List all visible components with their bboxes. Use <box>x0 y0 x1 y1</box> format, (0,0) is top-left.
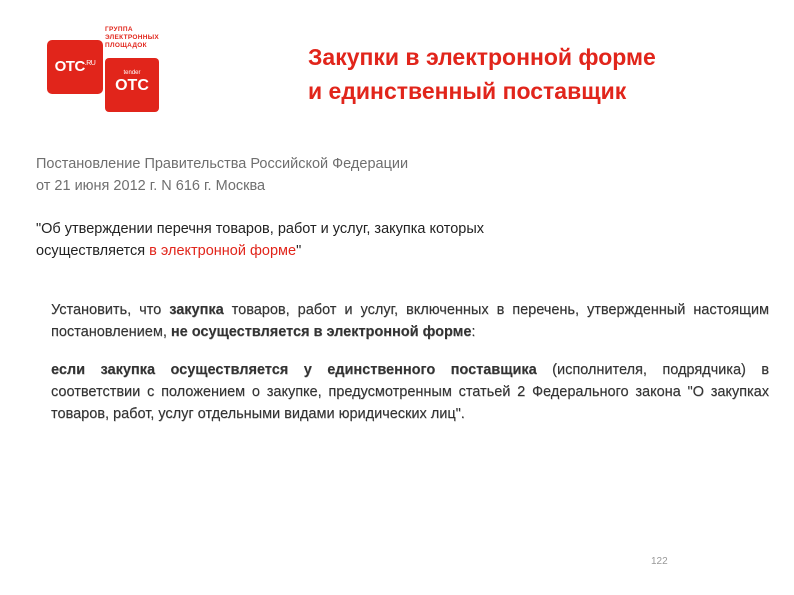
logo-main-text: OTC <box>54 58 85 75</box>
company-logo <box>47 26 177 116</box>
decree-line-1: Постановление Правительства Российской Федерации <box>36 156 409 172</box>
title-line-1: Закупки в электронной форме <box>308 44 656 70</box>
paragraph-1-bold: не осуществляется в электронной форме <box>170 324 472 340</box>
paragraph-1-text: Установить, что <box>51 302 170 318</box>
decree-name-line-1: "Об утверждении перечня товаров, работ и услуг, закупка которых <box>36 221 485 237</box>
decree-name <box>36 218 616 262</box>
paragraph-1-bold: закупка <box>169 302 224 318</box>
paragraph-2 <box>51 359 769 425</box>
logo-group-caption <box>105 26 185 50</box>
tender-otc-logo <box>105 58 159 112</box>
page-number: 122 <box>651 556 668 567</box>
decree-line-2: от 21 июня 2012 г. N 616 г. Москва <box>36 178 266 194</box>
decree-reference <box>36 153 596 197</box>
logo-tender-small: tender <box>123 70 141 76</box>
page-title <box>308 40 778 108</box>
paragraph-1-text: : <box>471 324 476 340</box>
decree-name-highlight: в электронной форме <box>149 243 297 259</box>
logo-group-line: ЭЛЕКТРОННЫХ <box>105 34 160 41</box>
otc-ru-logo <box>47 40 103 94</box>
logo-main-suffix: .RU <box>84 60 96 67</box>
logo-tender-big: OTC <box>115 77 149 94</box>
paragraph-2-text: (исполнителя, подрядчика) в соответствии с положением о закупке, предусмотренным статьей 2 Федерального закона "О закупках товаров, работ, услуг отдельными видами юридических лиц". <box>51 362 769 422</box>
body-text <box>51 299 769 441</box>
decree-name-quote: " <box>296 243 302 259</box>
logo-group-line: ПЛОЩАДОК <box>105 42 147 49</box>
paragraph-2-bold: если закупка осуществляется у единственного поставщика <box>51 362 537 378</box>
decree-name-text: осуществляется <box>36 243 150 259</box>
logo-group-line: ГРУППА <box>105 26 133 33</box>
paragraph-1-text: товаров, работ и услуг, включенных в перечень, утвержденный настоящим постановлением, <box>51 302 769 340</box>
paragraph-1 <box>51 299 769 343</box>
decree-name-line-2 <box>36 240 616 262</box>
title-line-2: и единственный поставщик <box>308 78 627 104</box>
